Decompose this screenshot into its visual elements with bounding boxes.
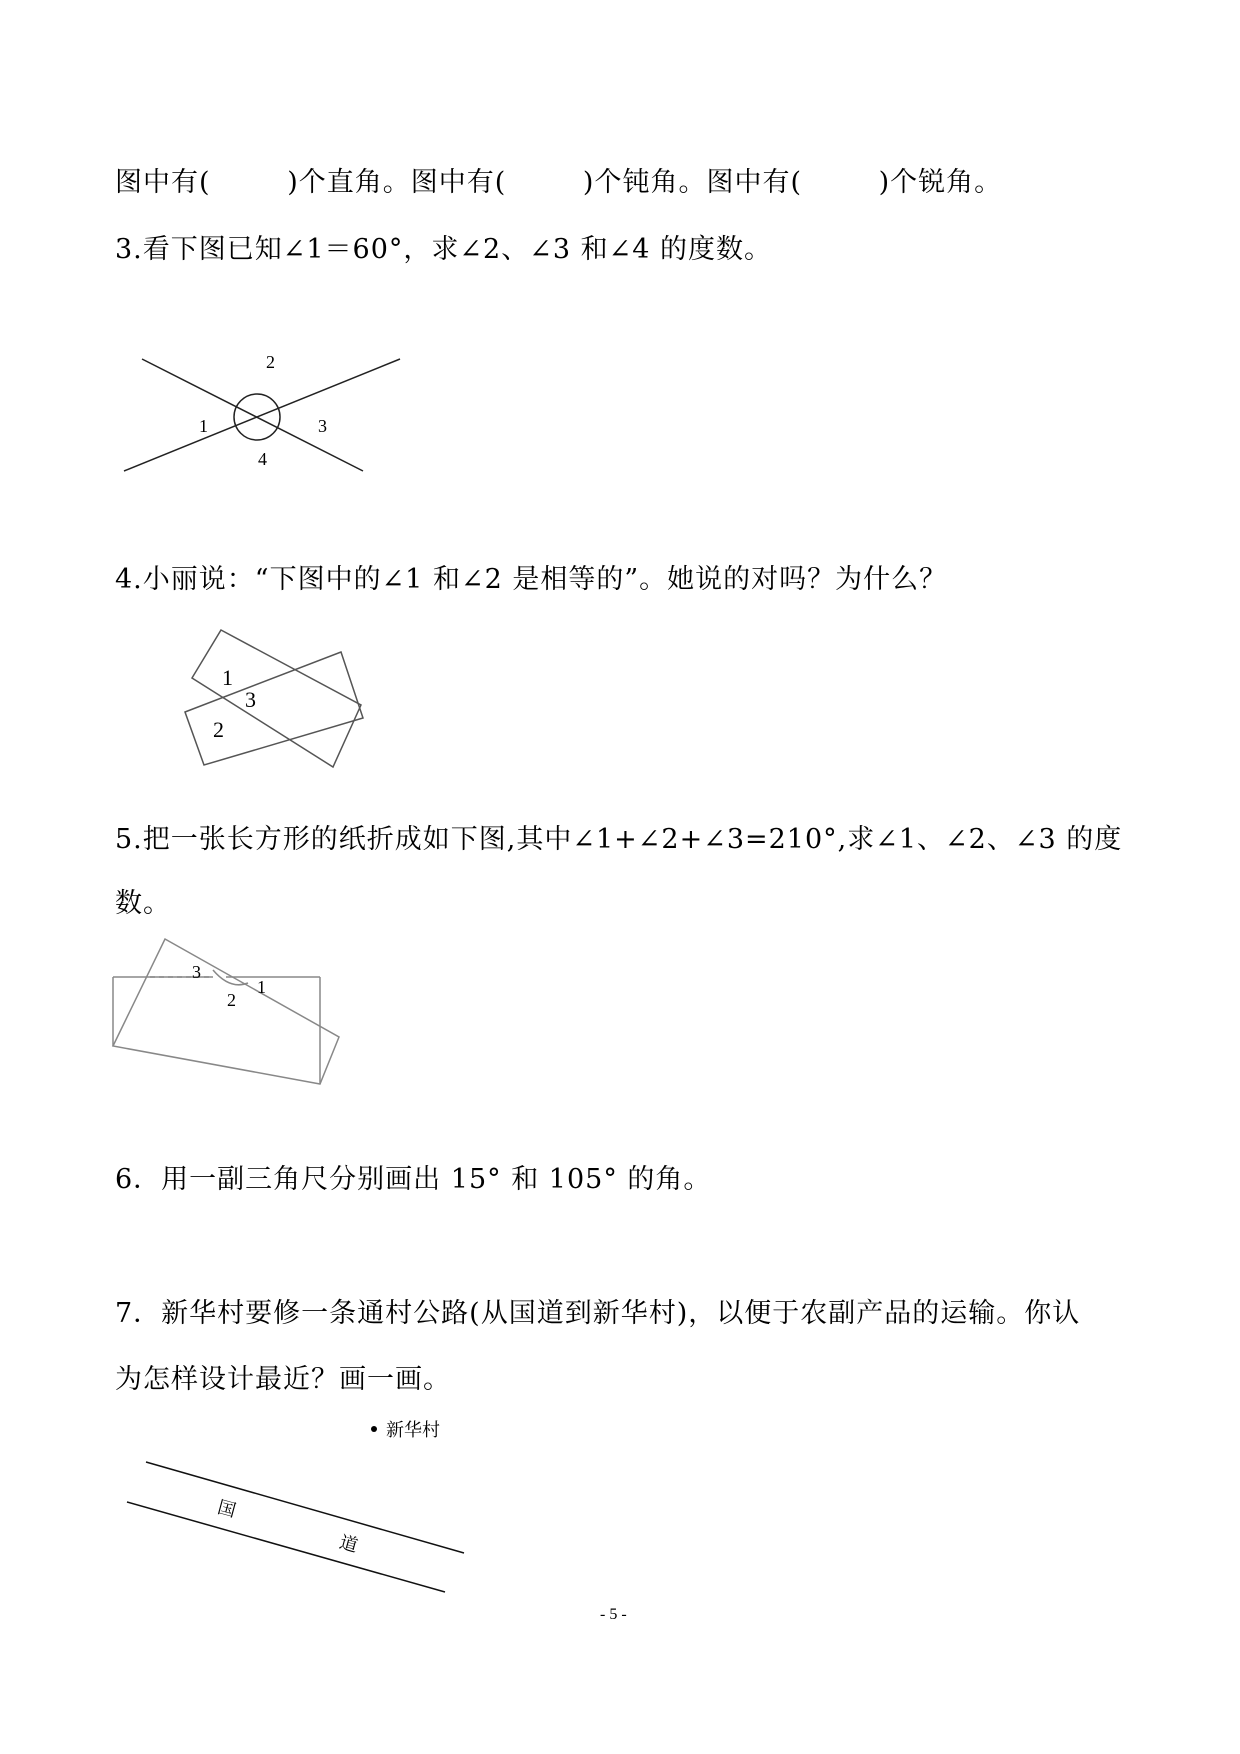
question-4: 4.小丽说：“下图中的∠1 和∠2 是相等的”。她说的对吗？为什么？ (115, 564, 948, 595)
blank-fill-question: 图中有( )个直角。图中有( )个钝角。图中有( )个锐角。 (115, 167, 1003, 198)
angle-label-1: 1 (222, 665, 233, 690)
village-label: 新华村 (386, 1420, 440, 1441)
angle-label-1: 1 (199, 416, 208, 436)
question-7: 7．新华村要修一条通村公路(从国道到新华村)，以便于农副产品的运输。你认 (115, 1298, 1081, 1329)
question-3: 3.看下图已知∠1＝60°，求∠2、∠3 和∠4 的度数。 (115, 234, 772, 265)
road-label-dao: 道 (337, 1531, 361, 1557)
angle-label-3: 3 (318, 416, 327, 436)
question-7-continued: 为怎样设计最近？画一画。 (115, 1364, 451, 1395)
angle-label-2: 2 (213, 717, 224, 742)
angle-label-2: 2 (227, 990, 236, 1010)
question-6: 6．用一副三角尺分别画出 15° 和 105° 的角。 (115, 1164, 712, 1195)
question-5: 5.把一张长方形的纸折成如下图,其中∠1+∠2+∠3=210°,求∠1、∠2、∠3 的度 (115, 824, 1123, 855)
angle-label-1: 1 (257, 977, 266, 997)
question-5-continued: 数。 (115, 888, 171, 919)
page-number: - 5 - (600, 1606, 627, 1623)
angle-label-3: 3 (245, 687, 256, 712)
angle-label-4: 4 (258, 449, 267, 469)
road-label-guo: 国 (215, 1496, 239, 1522)
angle-label-3: 3 (192, 962, 201, 982)
angle-label-2: 2 (266, 352, 275, 372)
